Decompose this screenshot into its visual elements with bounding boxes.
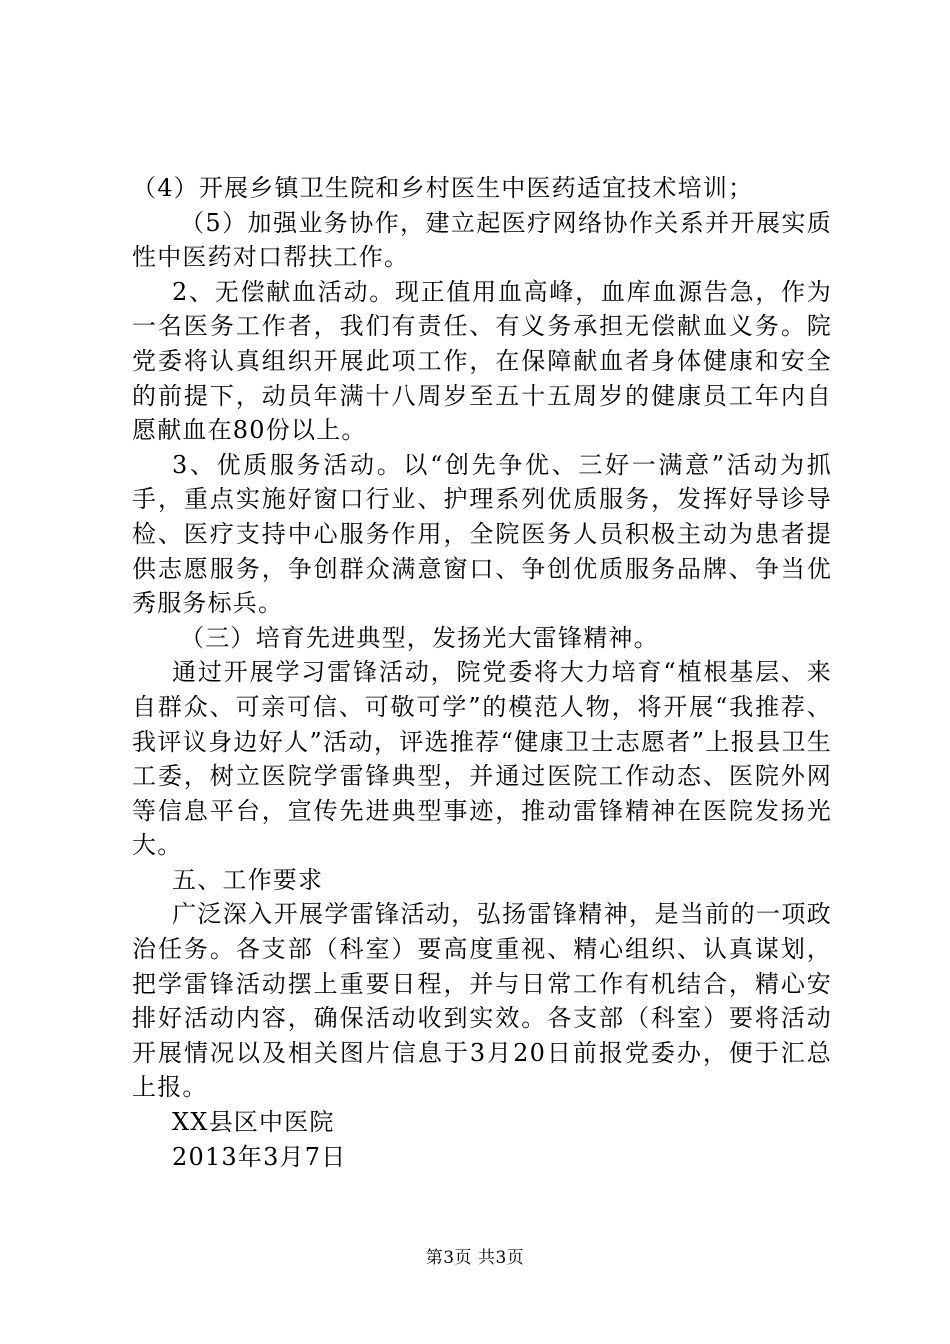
section-heading-five: 五、工作要求 <box>172 865 324 894</box>
paragraph-blood-donation: 2、无偿献血活动。现正值用血高峰，血库血源告急，作为一名医务工作者，我们有责任、有义务承担无偿献血义务。院党委将认真组织开展此项工作，在保障献血者身体健康和安全的前提下，动员年满十八周岁至五十五周岁的健康员工年内自愿献血在80份以上。 <box>132 277 832 445</box>
signature-organization: XX县区中医院 <box>172 1108 335 1137</box>
section-heading-three: （三）培育先进典型，发扬光大雷锋精神。 <box>180 623 659 652</box>
paragraph-work-requirements: 广泛深入开展学雷锋活动，弘扬雷锋精神，是当前的一项政治任务。各支部（科室）要高度重视、精心组织、认真谋划，把学雷锋活动摆上重要日程，并与日常工作有机结合，精心安排好活动内容，确保活动收到实效。各支部（科室）要将活动开展情况以及相关图片信息于3月20日前报党委办，便于汇总上报。 <box>132 900 832 1102</box>
paragraph-role-models: 通过开展学习雷锋活动，院党委将大力培育“植根基层、来自群众、可亲可信、可敬可学”的模范人物，将开展“我推荐、我评议身边好人”活动，评选推荐“健康卫士志愿者”上报县卫生工委，树立医院学雷锋典型，并通过医院工作动态、医院外网等信息平台，宣传先进典型事迹，推动雷锋精神在医院发扬光大。 <box>132 658 832 860</box>
page-number-footer: 第3页 共3页 <box>425 1248 525 1268</box>
paragraph-quality-service: 3、优质服务活动。以“创先争优、三好一满意”活动为抓手，重点实施好窗口行业、护理系列优质服务，发挥好导诊导检、医疗支持中心服务作用，全院医务人员积极主动为患者提供志愿服务，争创群众满意窗口、争创优质服务品牌、争当优秀服务标兵。 <box>132 450 832 618</box>
signature-date: 2013年3月7日 <box>172 1142 347 1171</box>
document-body <box>132 171 832 1174</box>
paragraph-item-4-training: （4）开展乡镇卫生院和乡村医生中医药适宜技术培训； <box>132 174 754 202</box>
paragraph-item-5-cooperation: （5）加强业务协作，建立起医疗网络协作关系并开展实质性中医药对口帮扶工作。 <box>132 208 832 272</box>
